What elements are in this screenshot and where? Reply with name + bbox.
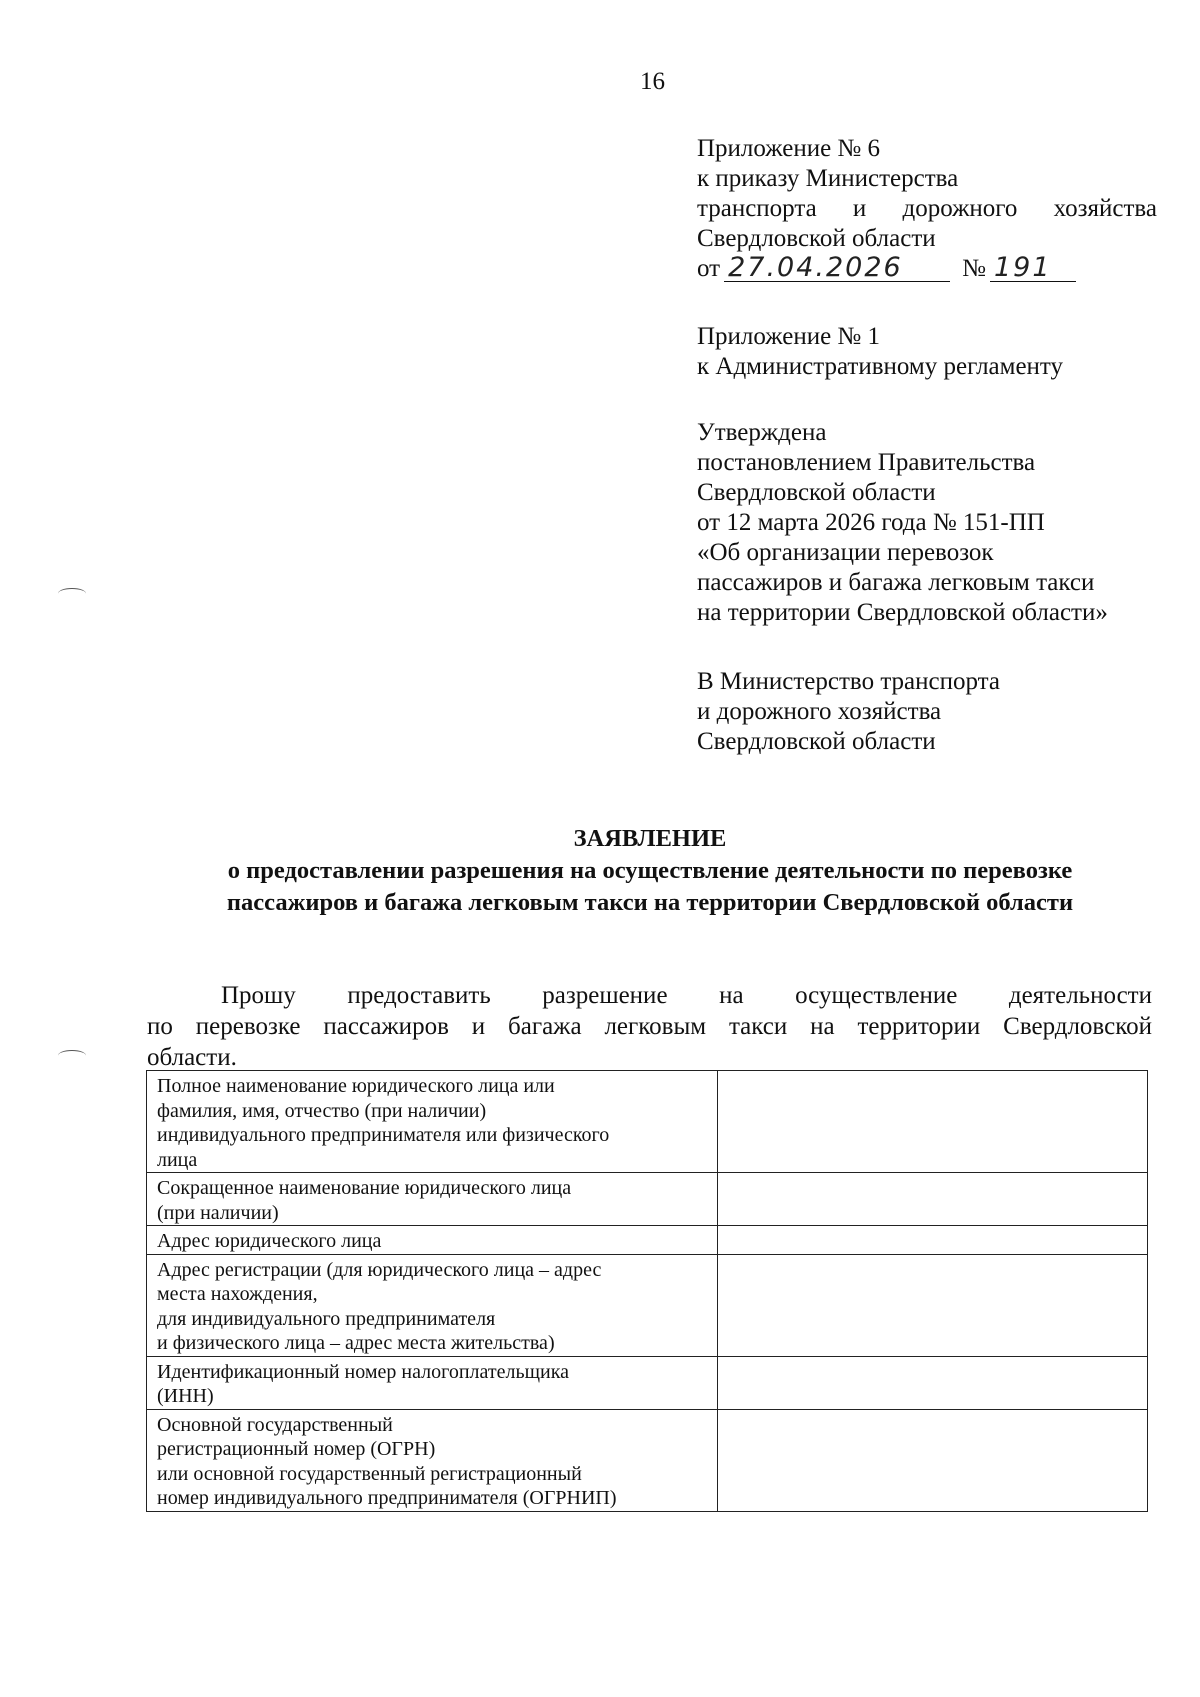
row-value-inn[interactable] xyxy=(718,1356,1148,1409)
approved-line: постановлением Правительства xyxy=(697,449,1036,476)
word: и xyxy=(471,1013,486,1040)
title-subtitle-line: о предоставлении разрешения на осуществление деятельности по перевозке xyxy=(227,857,1073,884)
label-line: места нахождения, xyxy=(157,1283,318,1305)
approved-line: Свердловской области xyxy=(697,479,936,506)
row-label-registration-address xyxy=(147,1254,718,1356)
row-label-full-name xyxy=(147,1071,718,1173)
addressee-line: и дорожного хозяйства xyxy=(697,698,942,725)
label-line: индивидуального предпринимателя или физического xyxy=(157,1124,610,1146)
label-line: номер индивидуального предпринимателя (ОГРНИП) xyxy=(157,1487,617,1509)
approved-line: «Об организации перевозок xyxy=(697,539,994,566)
label-line: или основной государственный регистрационный xyxy=(157,1462,582,1485)
word: Прошу xyxy=(221,982,296,1009)
word: легковым xyxy=(604,1013,707,1040)
label-line: лица xyxy=(157,1148,198,1171)
table-row xyxy=(147,1226,1148,1255)
table-row xyxy=(147,1071,1148,1173)
label-line: Адрес регистрации (для юридического лица – адрес xyxy=(157,1258,602,1281)
application-form-table xyxy=(146,1070,1148,1512)
label-line: Сокращенное наименование юридического лица xyxy=(157,1177,572,1199)
word: по xyxy=(147,1013,173,1040)
row-label-short-name xyxy=(147,1173,718,1226)
appendix-6-order-ref: к приказу Министерства xyxy=(697,165,959,192)
page-number: 16 xyxy=(640,68,665,95)
label-line: Полное наименование юридического лица или xyxy=(157,1075,555,1097)
appendix-6-block xyxy=(697,134,1157,284)
number-sign: № xyxy=(962,255,986,282)
document-title xyxy=(150,823,1150,919)
word: на xyxy=(719,982,744,1009)
word: багажа xyxy=(508,1013,582,1040)
request-paragraph xyxy=(147,980,1152,1073)
label-line: и физического лица – адрес места жительства) xyxy=(157,1332,555,1354)
row-value-ogrn[interactable] xyxy=(718,1409,1148,1511)
word: разрешение xyxy=(542,982,668,1009)
title-subtitle-line: пассажиров и багажа легковым такси на территории Свердловской области xyxy=(226,889,1074,916)
label-line: Адрес юридического лица xyxy=(157,1230,382,1252)
row-value-full-name[interactable] xyxy=(718,1071,1148,1173)
label-line: (при наличии) xyxy=(157,1201,279,1224)
row-value-legal-address[interactable] xyxy=(718,1226,1148,1255)
addressee-line: В Министерство транспорта xyxy=(697,668,1000,695)
approved-line: от 12 марта 2026 года № 151-ПП xyxy=(697,509,1045,536)
table-row xyxy=(147,1173,1148,1226)
word: территории xyxy=(857,1013,981,1040)
approved-block xyxy=(697,418,1157,628)
row-label-inn xyxy=(147,1356,718,1409)
label-line: для индивидуального предпринимателя xyxy=(157,1307,496,1330)
title-heading: ЗАЯВЛЕНИЕ xyxy=(573,825,727,852)
addressee-line: Свердловской области xyxy=(697,728,936,755)
word: транспорта xyxy=(697,195,817,222)
appendix-6-date-number-line xyxy=(697,254,1157,284)
appendix-1-block xyxy=(697,322,1157,382)
approved-line: пассажиров и багажа легковым такси xyxy=(697,569,1095,596)
request-line xyxy=(147,980,1152,1011)
word: Свердловской xyxy=(1003,1013,1152,1040)
label-line: Основной государственный xyxy=(157,1413,393,1436)
word: такси xyxy=(728,1013,788,1040)
word: пассажиров xyxy=(323,1013,449,1040)
scan-punch-mark xyxy=(58,1050,86,1061)
row-label-ogrn xyxy=(147,1409,718,1511)
label-line: фамилия, имя, отчество (при наличии) xyxy=(157,1099,487,1122)
request-line xyxy=(147,1011,1152,1042)
word: на xyxy=(810,1013,835,1040)
table-row xyxy=(147,1254,1148,1356)
appendix-1-regulation-ref: к Административному регламенту xyxy=(697,353,1064,380)
word: дорожного xyxy=(902,195,1018,222)
label-line: регистрационный номер (ОГРН) xyxy=(157,1438,436,1460)
word: и xyxy=(852,195,867,222)
word: деятельности xyxy=(1008,982,1152,1009)
table-row xyxy=(147,1356,1148,1409)
row-value-registration-address[interactable] xyxy=(718,1254,1148,1356)
approved-line: Утверждена xyxy=(697,419,827,446)
appendix-1-title: Приложение № 1 xyxy=(697,323,881,350)
word: предоставить xyxy=(347,982,491,1009)
table-row xyxy=(147,1409,1148,1511)
word: области. xyxy=(147,1044,237,1071)
request-line xyxy=(147,1042,1152,1073)
word: хозяйства xyxy=(1053,195,1157,222)
handwritten-date-field: 27.04.2026 xyxy=(724,255,950,282)
label-line: (ИНН) xyxy=(157,1385,214,1407)
scan-punch-mark xyxy=(58,588,86,599)
approved-line: на территории Свердловской области» xyxy=(697,599,1108,626)
word: осуществление xyxy=(795,982,958,1009)
label-line: Идентификационный номер налогоплательщика xyxy=(157,1360,570,1383)
addressee-block xyxy=(697,667,1157,757)
row-value-short-name[interactable] xyxy=(718,1173,1148,1226)
row-label-legal-address xyxy=(147,1226,718,1255)
appendix-6-title: Приложение № 6 xyxy=(697,135,881,162)
handwritten-number-field: 191 xyxy=(990,255,1076,282)
appendix-6-region: Свердловской области xyxy=(697,225,936,252)
appendix-6-ministry-line xyxy=(697,194,1157,224)
date-prefix: от xyxy=(697,255,721,282)
word: перевозке xyxy=(195,1013,301,1040)
